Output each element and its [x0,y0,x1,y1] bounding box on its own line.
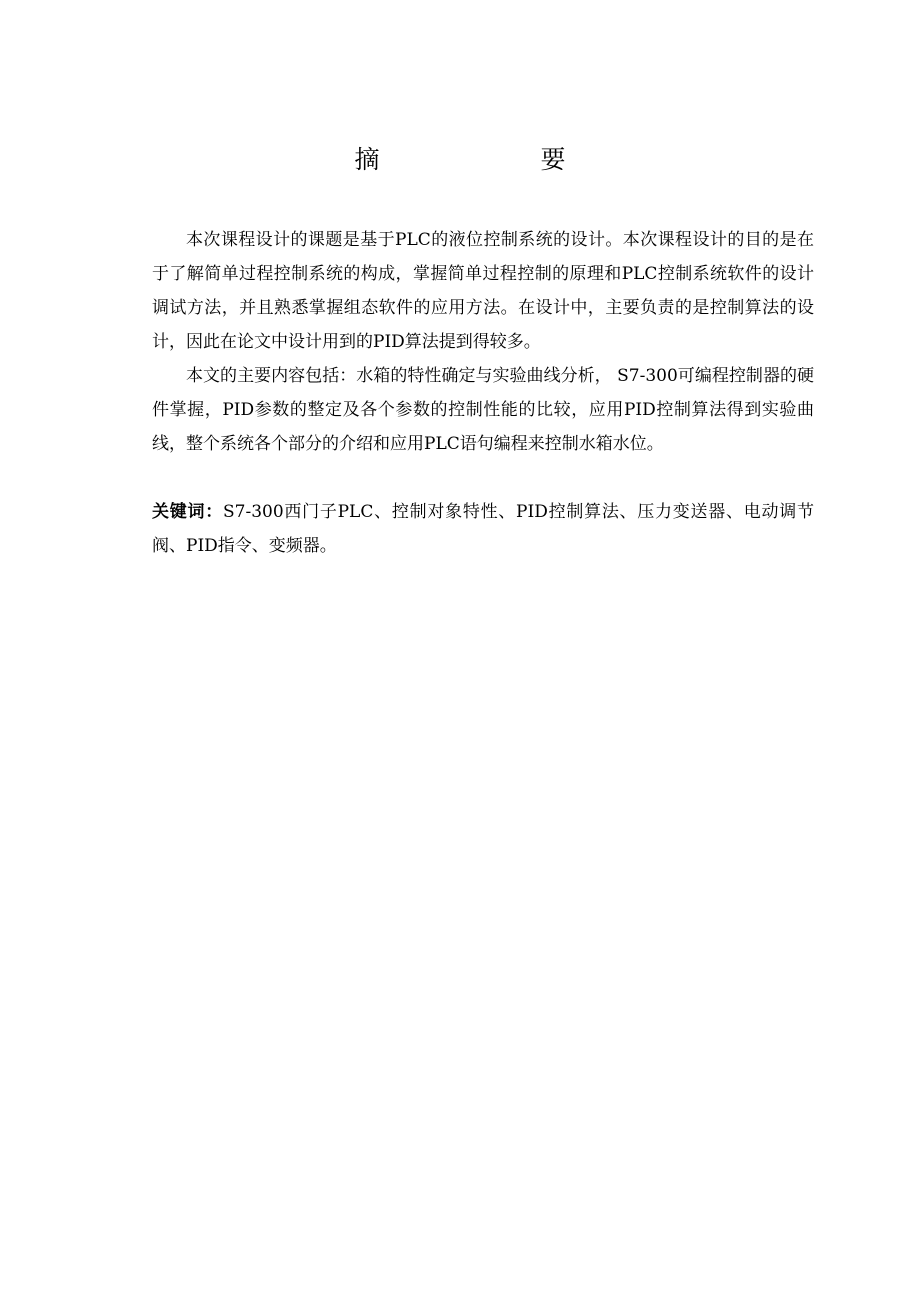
keywords-line [152,495,814,563]
abstract-paragraph-1: 本次课程设计的课题是基于PLC的液位控制系统的设计。本次课程设计的目的是在于了解简单过程控制系统的构成，掌握简单过程控制的原理和PLC控制系统软件的设计调试方法，并且熟悉掌握组态软件的应用方法。在设计中，主要负责的是控制算法的设计，因此在论文中设计用到的PID算法提到得较多。 [152,230,814,352]
abstract-title: 摘 要 [354,145,634,174]
keywords-label: 关键词： [152,502,223,522]
abstract-body [152,223,814,563]
keywords-text: S7-300西门子PLC、控制对象特性、PID控制算法、压力变送器、电动调节阀、PID指令、变频器。 [152,502,815,556]
abstract-paragraph-2: 本文的主要内容包括：水箱的特性确定与实验曲线分析， S7-300可编程控制器的硬件掌握，PID参数的整定及各个参数的控制性能的比较，应用PID控制算法得到实验曲线，整个系统各个部分的介绍和应用PLC语句编程来控制水箱水位。 [152,366,814,454]
